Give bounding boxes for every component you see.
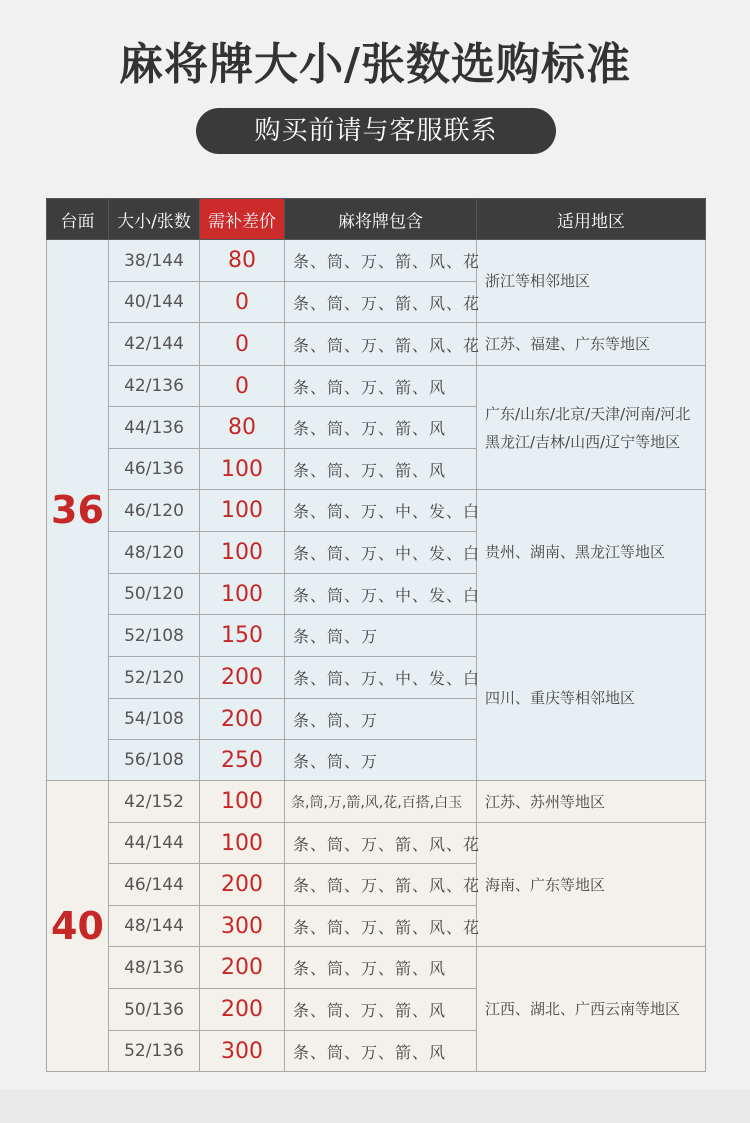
group-36 [47, 240, 706, 781]
size-cell: 46/136 [109, 449, 200, 490]
table-header-row [47, 199, 706, 240]
bottom-band [0, 1090, 750, 1123]
size-cell: 50/136 [109, 989, 200, 1031]
size-cell: 52/108 [109, 615, 200, 657]
tiles-cell: 条、筒、万、箭、风 [285, 1031, 477, 1072]
tiles-cell: 条、筒、万、中、发、白 [285, 657, 477, 699]
size-cell: 44/136 [109, 407, 200, 449]
contact-banner: 购买前请与客服联系 [196, 108, 556, 154]
tiles-cell: 条、筒、万 [285, 615, 477, 657]
size-cell: 48/120 [109, 532, 200, 574]
size-cell: 42/152 [109, 781, 200, 823]
price-cell: 200 [200, 864, 285, 906]
price-cell: 300 [200, 1031, 285, 1072]
tiles-cell: 条、筒、万、箭、风 [285, 947, 477, 989]
group-40 [47, 781, 706, 1072]
spec-table [46, 198, 706, 1072]
page-title: 麻将牌大小/张数选购标准 [118, 39, 632, 90]
tiles-cell: 条、筒、万、箭、风 [285, 449, 477, 490]
table-row [47, 323, 706, 366]
price-cell: 300 [200, 906, 285, 947]
header-region: 适用地区 [477, 199, 706, 240]
region-cell: 浙江等相邻地区 [477, 240, 706, 323]
table-row [47, 781, 706, 823]
price-cell: 100 [200, 532, 285, 574]
region-cell: 海南、广东等地区 [477, 823, 706, 947]
tiles-cell: 条、筒、万、箭、风 [285, 407, 477, 449]
price-cell: 200 [200, 947, 285, 989]
price-cell: 80 [200, 407, 285, 449]
region-cell: 江苏、苏州等地区 [477, 781, 706, 823]
group-label: 40 [47, 781, 109, 1072]
size-cell: 46/120 [109, 490, 200, 532]
size-cell: 46/144 [109, 864, 200, 906]
header-extra-price: 需补差价 [200, 199, 285, 240]
tiles-cell: 条、筒、万、箭、风、花 [285, 240, 477, 282]
size-cell: 42/136 [109, 366, 200, 407]
table-row [47, 240, 706, 282]
size-cell: 42/144 [109, 323, 200, 366]
size-cell: 56/108 [109, 740, 200, 781]
tiles-cell: 条、筒、万、中、发、白 [285, 490, 477, 532]
table-row [47, 490, 706, 532]
price-cell: 250 [200, 740, 285, 781]
tiles-cell: 条、筒、万、中、发、白 [285, 574, 477, 615]
size-cell: 44/144 [109, 823, 200, 864]
table-row [47, 366, 706, 407]
price-cell: 200 [200, 989, 285, 1031]
price-cell: 100 [200, 781, 285, 823]
tiles-cell: 条、筒、万、箭、风、花 [285, 282, 477, 323]
price-cell: 100 [200, 823, 285, 864]
tiles-cell: 条、筒、万 [285, 740, 477, 781]
region-cell: 江西、湖北、广西云南等地区 [477, 947, 706, 1072]
tiles-cell: 条、筒、万 [285, 699, 477, 740]
region-cell: 江苏、福建、广东等地区 [477, 323, 706, 366]
region-cell: 四川、重庆等相邻地区 [477, 615, 706, 781]
tiles-cell: 条、筒、万、中、发、白 [285, 532, 477, 574]
size-cell: 38/144 [109, 240, 200, 282]
size-cell: 52/120 [109, 657, 200, 699]
header-size-count: 大小/张数 [109, 199, 200, 240]
region-cell: 贵州、湖南、黑龙江等地区 [477, 490, 706, 615]
tiles-cell: 条、筒、万、箭、风、花 [285, 323, 477, 366]
table-row [47, 823, 706, 864]
size-cell: 50/120 [109, 574, 200, 615]
tiles-cell: 条、筒、万、箭、风 [285, 989, 477, 1031]
price-cell: 200 [200, 657, 285, 699]
price-cell: 0 [200, 366, 285, 407]
price-cell: 200 [200, 699, 285, 740]
table-row [47, 947, 706, 989]
price-cell: 100 [200, 449, 285, 490]
region-cell: 广东/山东/北京/天津/河南/河北黑龙江/吉林/山西/辽宁等地区 [477, 366, 706, 490]
size-cell: 48/144 [109, 906, 200, 947]
header-table-size: 台面 [47, 199, 109, 240]
table-row [47, 615, 706, 657]
size-cell: 40/144 [109, 282, 200, 323]
tiles-cell: 条、筒、万、箭、风、花 [285, 823, 477, 864]
header-tiles: 麻将牌包含 [285, 199, 477, 240]
price-cell: 150 [200, 615, 285, 657]
tiles-cell: 条,筒,万,箭,风,花,百搭,白玉 [285, 781, 477, 823]
price-cell: 100 [200, 490, 285, 532]
tiles-cell: 条、筒、万、箭、风、花 [285, 906, 477, 947]
price-cell: 80 [200, 240, 285, 282]
size-cell: 52/136 [109, 1031, 200, 1072]
tiles-cell: 条、筒、万、箭、风 [285, 366, 477, 407]
price-cell: 0 [200, 282, 285, 323]
price-cell: 100 [200, 574, 285, 615]
size-cell: 48/136 [109, 947, 200, 989]
tiles-cell: 条、筒、万、箭、风、花 [285, 864, 477, 906]
price-cell: 0 [200, 323, 285, 366]
group-label: 36 [47, 240, 109, 781]
size-cell: 54/108 [109, 699, 200, 740]
